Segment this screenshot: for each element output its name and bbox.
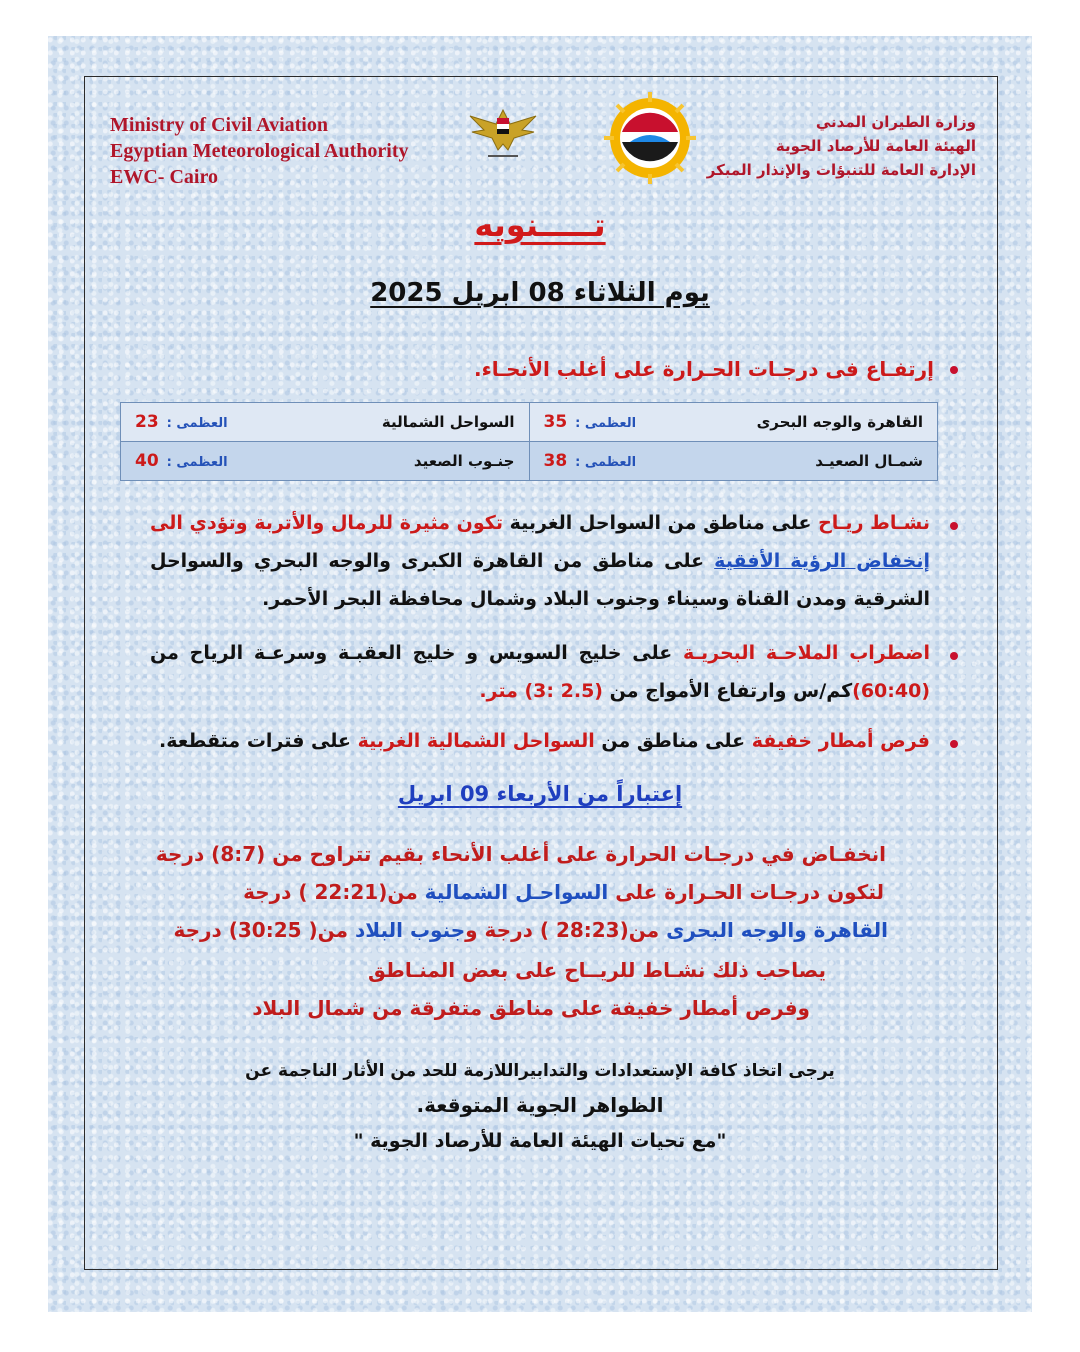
center-name-en: EWC- Cairo xyxy=(110,166,218,188)
change-line-4: يصاحب ذلك نشـاط للريــاح على بعض المنـاطق xyxy=(368,958,826,982)
authority-name-ar: الهيئة العامة للأرصاد الجوية xyxy=(775,137,976,155)
region-name: جنـوب الصعيد xyxy=(413,452,515,470)
bullet-dot xyxy=(950,522,958,530)
change-region: السواحـل الشمالية xyxy=(424,880,609,904)
header-english xyxy=(110,112,409,190)
page-title: تـــــنويه xyxy=(474,206,606,244)
max-value: 40 xyxy=(135,451,159,471)
bullet-dot xyxy=(950,366,958,374)
table-row xyxy=(121,442,938,481)
marine-text: على خليج السويس و خليج العقبـة وسرعـة الرياح من xyxy=(150,642,684,664)
region-name: شمـال الصعيـد xyxy=(815,452,923,470)
change-line-2 xyxy=(243,874,884,910)
bullet-marine-navigation xyxy=(150,634,930,710)
change-line-3 xyxy=(173,912,888,948)
footer-line-1: يرجى اتخاذ كافة الإستعدادات والتدابيراللازمة للحد من الأثار الناجمة عن xyxy=(245,1061,835,1081)
change-line-5: وفرص أمطار خفيفة على مناطق متفرقة من شمال البلاد xyxy=(252,996,810,1020)
center-name-ar: الإدارة العامة للتنبؤات والإنذار المبكر xyxy=(706,161,976,179)
wind-activity-text: على مناطق من السواحل الغربية xyxy=(502,512,819,534)
max-value: 23 xyxy=(135,412,159,432)
max-label: العظمى : xyxy=(166,416,228,431)
visibility-link-text: إنخفاض الرؤية الأفقية xyxy=(714,550,931,572)
max-label: العظمى : xyxy=(166,455,228,470)
bullet-wind-activity xyxy=(150,504,930,618)
change-region: القاهرة والوجه البحرى xyxy=(666,918,888,942)
rain-region: السواحل الشمالية الغربية xyxy=(357,730,595,752)
wind-speed-value: (60:40) xyxy=(852,680,930,702)
wind-activity-highlight: تكون مثيرة للرمال والأتربة وتؤدي الى xyxy=(150,512,503,534)
change-text: من(22:21 ) درجة xyxy=(243,880,425,904)
max-label: العظمى : xyxy=(575,455,637,470)
bulletin-date: يوم الثلاثاء 08 ابريل 2025 xyxy=(370,278,710,308)
change-line-1: انخفـاض في درجـات الحرارة على أغلب الأنحاء بقيم تتراوح من (8:7) درجة xyxy=(155,842,886,866)
footer-line-3: "مع تحيات الهيئة العامة للأرصاد الجوية " xyxy=(353,1130,727,1152)
bullet-light-rain xyxy=(150,722,930,760)
wind-speed-unit: كم/س xyxy=(793,680,853,702)
wave-height-value: (2.5 :3) متر. xyxy=(479,680,603,702)
change-text: من(28:23 ) درجة و xyxy=(465,918,667,942)
rain-text: على فترات متقطعة. xyxy=(159,730,358,752)
change-text: من( 30:25) درجة xyxy=(173,918,355,942)
max-label: العظمى : xyxy=(575,416,637,431)
marine-text: وارتفاع الأمواج من xyxy=(602,680,794,702)
ministry-name-ar: وزارة الطيران المدني xyxy=(815,113,976,131)
meteorological-authority-sun-logo xyxy=(604,92,696,184)
bullet-dot xyxy=(950,652,958,660)
marine-highlight: اضطراب الملاحـة البحريـة xyxy=(683,642,930,664)
change-region: جنوب البلاد xyxy=(355,918,466,942)
bullet-dot xyxy=(950,740,958,748)
footer-line-2: الظواهر الجوية المتوقعة. xyxy=(416,1093,664,1117)
change-text: لتكون درجـات الحـرارة على xyxy=(608,880,884,904)
wind-activity-text: على مناطق من القاهرة الكبرى والوجه البحري والسواحل الشرقية ومدن القناة وسيناء وجنوب البلاد وشمال محافظة البحر الأحمر. xyxy=(150,550,930,610)
civil-aviation-eagle-logo xyxy=(466,104,540,164)
temperature-table xyxy=(120,402,938,481)
section-subtitle: إعتباراً من الأربعاء 09 ابريل xyxy=(397,782,683,806)
ministry-name-en: Ministry of Civil Aviation xyxy=(110,114,328,136)
table-row xyxy=(121,403,938,442)
region-name: السواحل الشمالية xyxy=(381,413,515,431)
rain-text: على مناطق من xyxy=(594,730,752,752)
region-name: القاهرة والوجه البحرى xyxy=(756,413,923,431)
bullet-temperature-rise: إرتفـاع فى درجـات الحـرارة على أغلب الأنحـاء. xyxy=(473,357,934,381)
authority-name-en: Egyptian Meteorological Authority xyxy=(110,140,409,162)
wind-activity-highlight: نشـاط ريـاح xyxy=(818,512,930,534)
max-value: 38 xyxy=(543,451,568,471)
header-arabic xyxy=(707,110,976,182)
max-value: 35 xyxy=(543,412,568,432)
rain-highlight: فرص أمطار خفيفة xyxy=(751,730,930,752)
